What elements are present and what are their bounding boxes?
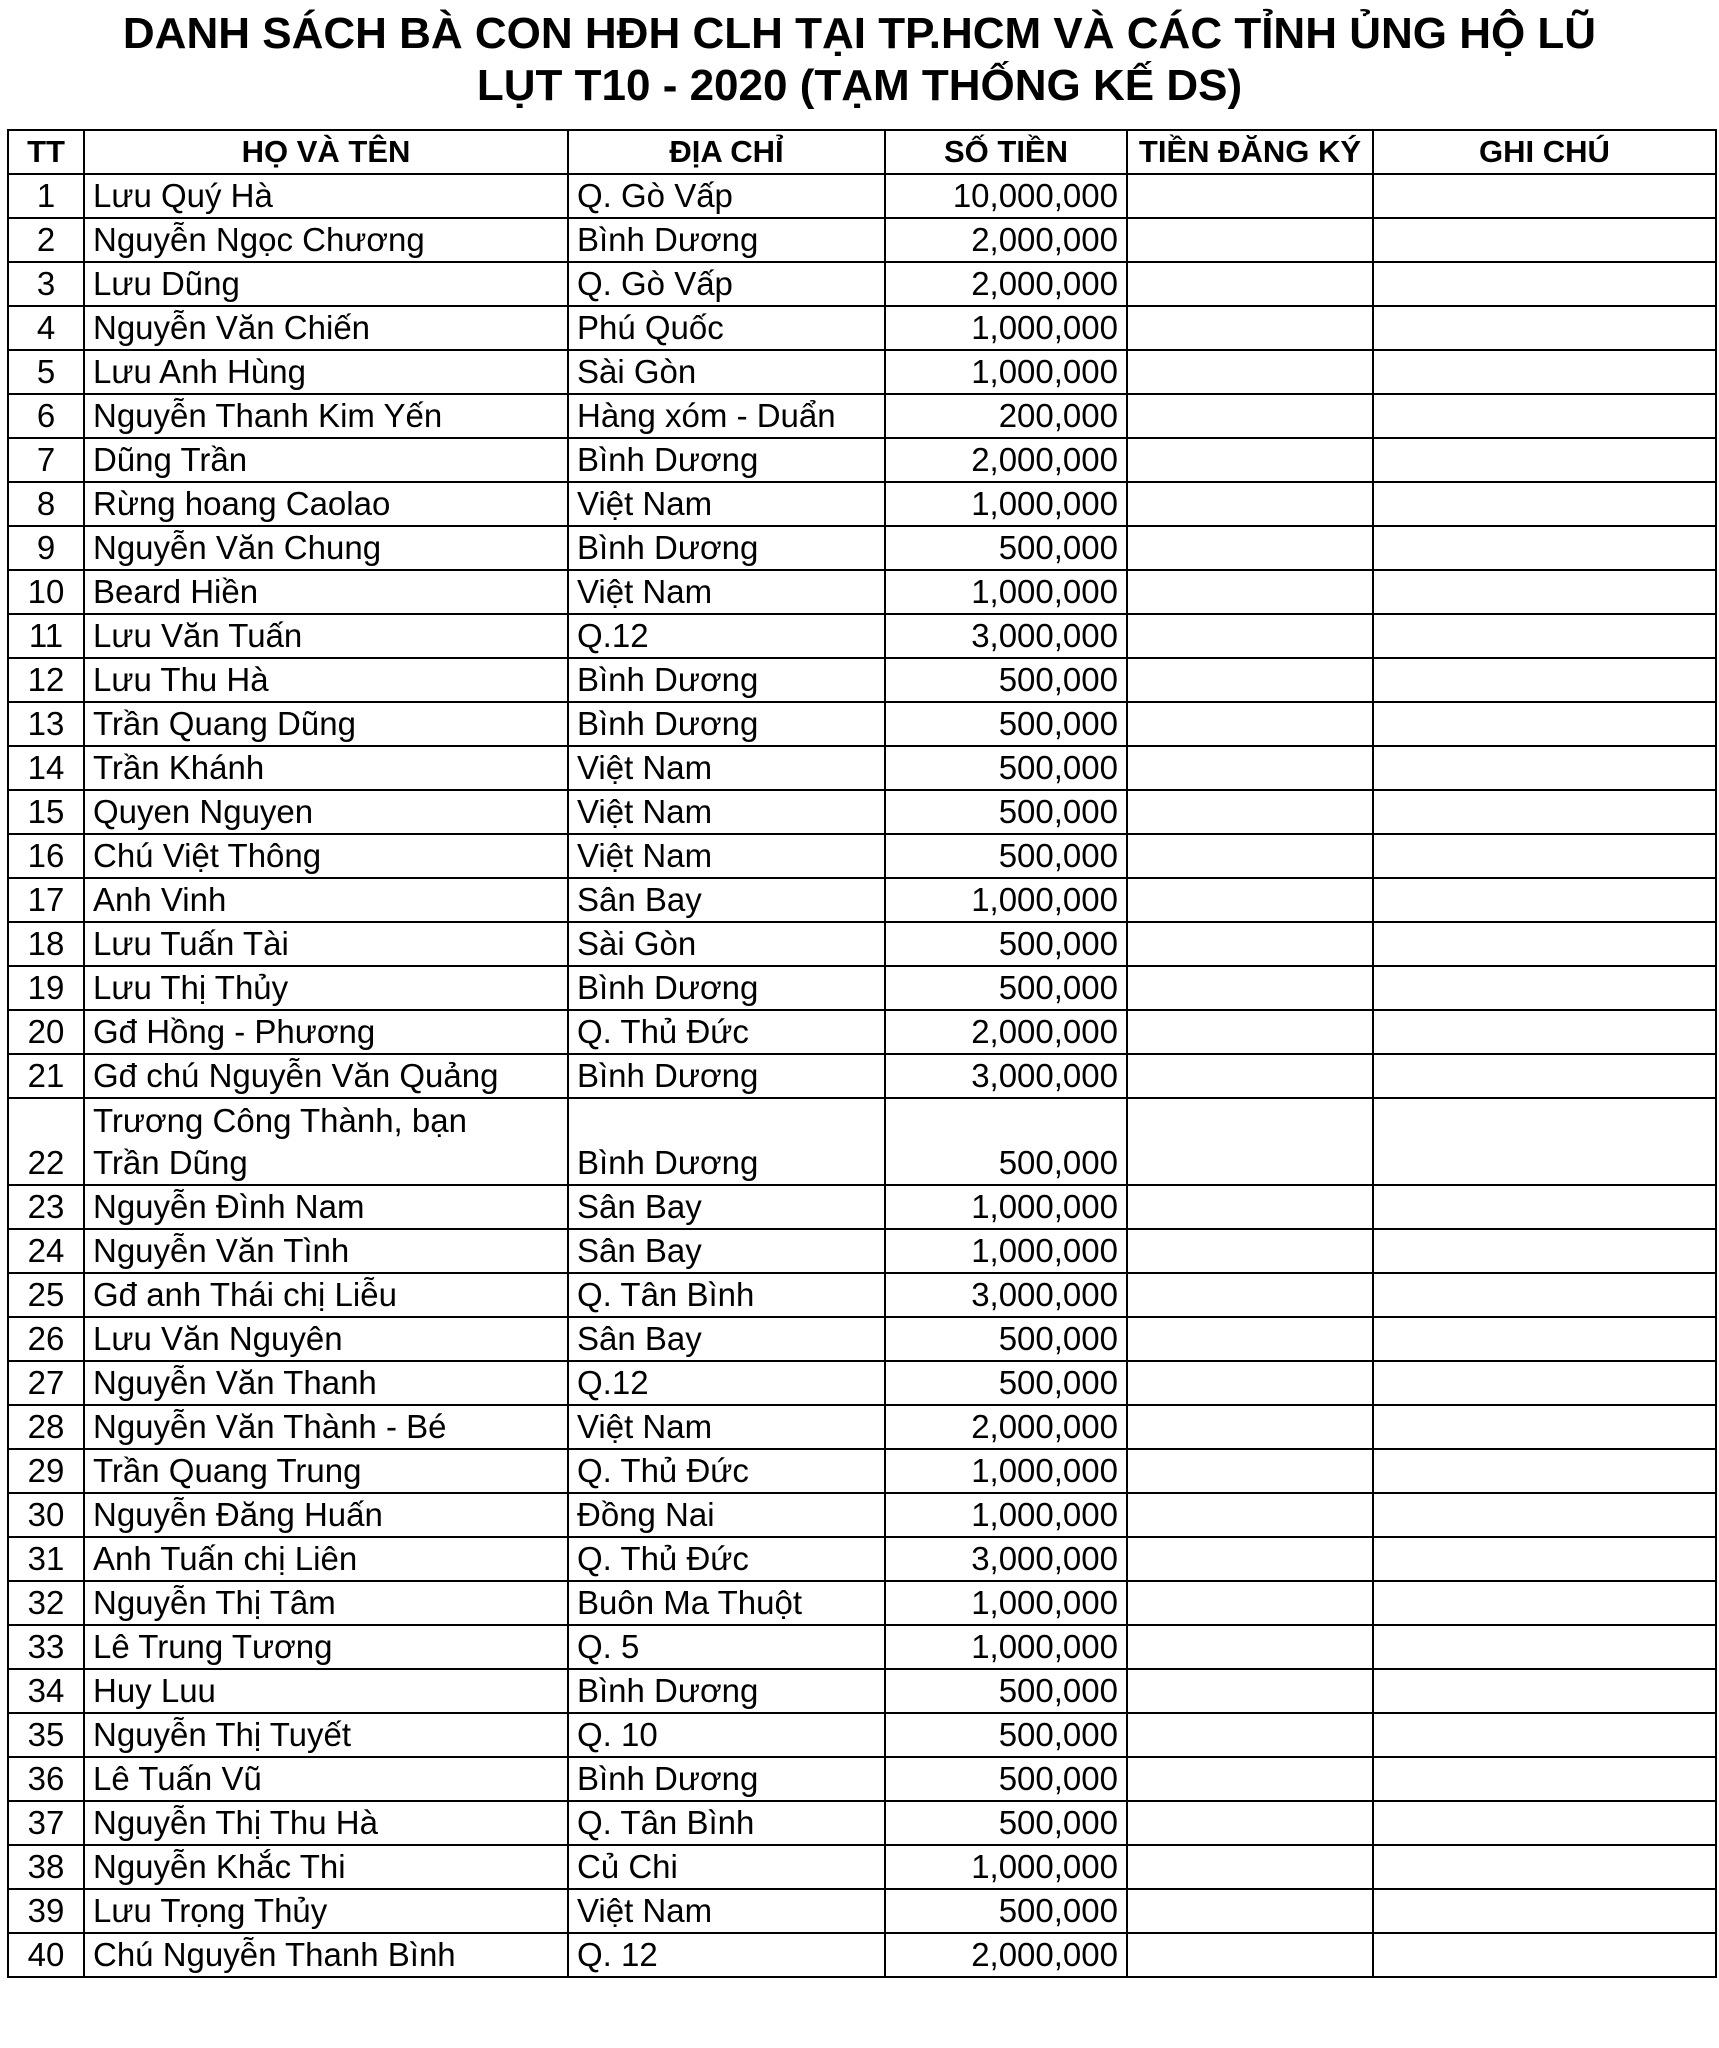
- table-row: [8, 746, 1716, 790]
- cell-registered: [1127, 1493, 1373, 1537]
- cell-tt: 39: [8, 1889, 84, 1933]
- cell-registered: [1127, 174, 1373, 218]
- cell-note: [1373, 394, 1716, 438]
- header-amount: SỐ TIỀN: [885, 130, 1127, 174]
- cell-note: [1373, 1361, 1716, 1405]
- table-row: [8, 570, 1716, 614]
- cell-registered: [1127, 1801, 1373, 1845]
- cell-note: [1373, 966, 1716, 1010]
- cell-registered: [1127, 1361, 1373, 1405]
- table-row: [8, 218, 1716, 262]
- cell-note: [1373, 922, 1716, 966]
- cell-address: Sân Bay: [568, 1229, 885, 1273]
- cell-address: Q. Tân Bình: [568, 1801, 885, 1845]
- cell-amount: 3,000,000: [885, 614, 1127, 658]
- cell-name: Gđ Hồng - Phương: [84, 1010, 568, 1054]
- table-row: [8, 1229, 1716, 1273]
- cell-name: Lưu Trọng Thủy: [84, 1889, 568, 1933]
- cell-registered: [1127, 702, 1373, 746]
- table-row: [8, 174, 1716, 218]
- table-row: [8, 878, 1716, 922]
- table-row: [8, 1933, 1716, 1977]
- cell-name: Trần Quang Dũng: [84, 702, 568, 746]
- cell-note: [1373, 1933, 1716, 1977]
- cell-registered: [1127, 262, 1373, 306]
- cell-amount: 1,000,000: [885, 1625, 1127, 1669]
- cell-address: Bình Dương: [568, 1054, 885, 1098]
- cell-tt: 29: [8, 1449, 84, 1493]
- header-registered: TIỀN ĐĂNG KÝ: [1127, 130, 1373, 174]
- cell-amount: 1,000,000: [885, 1845, 1127, 1889]
- cell-address: Q. Thủ Đức: [568, 1537, 885, 1581]
- cell-address: Q. Gò Vấp: [568, 262, 885, 306]
- cell-amount: 500,000: [885, 1801, 1127, 1845]
- cell-amount: 2,000,000: [885, 1405, 1127, 1449]
- cell-note: [1373, 1889, 1716, 1933]
- cell-registered: [1127, 1273, 1373, 1317]
- cell-amount: 500,000: [885, 658, 1127, 702]
- cell-tt: 40: [8, 1933, 84, 1977]
- cell-address: Q. Thủ Đức: [568, 1010, 885, 1054]
- cell-registered: [1127, 1757, 1373, 1801]
- cell-tt: 17: [8, 878, 84, 922]
- cell-name: Nguyễn Văn Chiến: [84, 306, 568, 350]
- cell-name: Lưu Thị Thủy: [84, 966, 568, 1010]
- cell-tt: 14: [8, 746, 84, 790]
- cell-tt: 25: [8, 1273, 84, 1317]
- cell-address: Q.12: [568, 1361, 885, 1405]
- cell-note: [1373, 878, 1716, 922]
- cell-registered: [1127, 1054, 1373, 1098]
- cell-registered: [1127, 526, 1373, 570]
- table-row: [8, 658, 1716, 702]
- cell-name: Nguyễn Ngọc Chương: [84, 218, 568, 262]
- cell-note: [1373, 1845, 1716, 1889]
- cell-name: Nguyễn Thị Tâm: [84, 1581, 568, 1625]
- cell-registered: [1127, 394, 1373, 438]
- cell-registered: [1127, 1713, 1373, 1757]
- cell-address: Sân Bay: [568, 878, 885, 922]
- cell-name: Lưu Dũng: [84, 262, 568, 306]
- cell-tt: 38: [8, 1845, 84, 1889]
- cell-amount: 500,000: [885, 790, 1127, 834]
- cell-registered: [1127, 350, 1373, 394]
- table-row: [8, 1098, 1716, 1185]
- cell-note: [1373, 834, 1716, 878]
- cell-name: Chú Việt Thông: [84, 834, 568, 878]
- cell-amount: 1,000,000: [885, 482, 1127, 526]
- table-row: [8, 1537, 1716, 1581]
- table-row: [8, 1581, 1716, 1625]
- table-row: [8, 1757, 1716, 1801]
- cell-tt: 30: [8, 1493, 84, 1537]
- cell-note: [1373, 174, 1716, 218]
- cell-note: [1373, 1317, 1716, 1361]
- cell-address: Đồng Nai: [568, 1493, 885, 1537]
- table-row: [8, 1493, 1716, 1537]
- cell-name-line-1: Trương Công Thành, bạn: [93, 1102, 467, 1139]
- cell-name: Beard Hiền: [84, 570, 568, 614]
- cell-note: [1373, 1713, 1716, 1757]
- cell-note: [1373, 570, 1716, 614]
- cell-amount: 1,000,000: [885, 1581, 1127, 1625]
- cell-tt: 9: [8, 526, 84, 570]
- table-row: [8, 1449, 1716, 1493]
- cell-tt: 24: [8, 1229, 84, 1273]
- cell-name: Nguyễn Thanh Kim Yến: [84, 394, 568, 438]
- cell-registered: [1127, 966, 1373, 1010]
- cell-note: [1373, 1493, 1716, 1537]
- cell-registered: [1127, 1229, 1373, 1273]
- cell-address: Q. 10: [568, 1713, 885, 1757]
- cell-amount: 1,000,000: [885, 1449, 1127, 1493]
- cell-amount: 3,000,000: [885, 1273, 1127, 1317]
- cell-amount: 2,000,000: [885, 1010, 1127, 1054]
- cell-tt: 3: [8, 262, 84, 306]
- cell-registered: [1127, 1889, 1373, 1933]
- cell-address: Bình Dương: [568, 702, 885, 746]
- cell-registered: [1127, 1098, 1373, 1185]
- header-note: GHI CHÚ: [1373, 130, 1716, 174]
- cell-name: Nguyễn Thị Tuyết: [84, 1713, 568, 1757]
- cell-tt: 37: [8, 1801, 84, 1845]
- cell-tt: 22: [8, 1098, 84, 1185]
- cell-note: [1373, 438, 1716, 482]
- title-line-2: LỤT T10 - 2020 (TẠM THỐNG KẾ DS): [476, 61, 1243, 110]
- cell-amount: 500,000: [885, 1098, 1127, 1185]
- table-row: [8, 1185, 1716, 1229]
- cell-registered: [1127, 1010, 1373, 1054]
- cell-name: Lê Trung Tương: [84, 1625, 568, 1669]
- cell-address: Q. 12: [568, 1933, 885, 1977]
- cell-registered: [1127, 306, 1373, 350]
- cell-amount: 2,000,000: [885, 262, 1127, 306]
- cell-note: [1373, 218, 1716, 262]
- cell-amount: 1,000,000: [885, 306, 1127, 350]
- cell-address: Việt Nam: [568, 790, 885, 834]
- cell-name: Gđ anh Thái chị Liễu: [84, 1273, 568, 1317]
- cell-registered: [1127, 1537, 1373, 1581]
- table-row: [8, 394, 1716, 438]
- cell-amount: 500,000: [885, 746, 1127, 790]
- table-row: [8, 1361, 1716, 1405]
- cell-registered: [1127, 1845, 1373, 1889]
- table-row: [8, 1713, 1716, 1757]
- cell-amount: 1,000,000: [885, 878, 1127, 922]
- cell-tt: 16: [8, 834, 84, 878]
- cell-address: Hàng xóm - Duẩn: [568, 394, 885, 438]
- cell-tt: 28: [8, 1405, 84, 1449]
- cell-note: [1373, 1405, 1716, 1449]
- cell-amount: 1,000,000: [885, 1229, 1127, 1273]
- cell-tt: 4: [8, 306, 84, 350]
- table-row: [8, 614, 1716, 658]
- cell-tt: 33: [8, 1625, 84, 1669]
- cell-address: Buôn Ma Thuột: [568, 1581, 885, 1625]
- table-row: [8, 922, 1716, 966]
- cell-tt: 23: [8, 1185, 84, 1229]
- cell-amount: 3,000,000: [885, 1054, 1127, 1098]
- cell-registered: [1127, 1317, 1373, 1361]
- cell-name: Rừng hoang Caolao: [84, 482, 568, 526]
- cell-address: Sân Bay: [568, 1317, 885, 1361]
- cell-name: Lưu Văn Tuấn: [84, 614, 568, 658]
- cell-address: Phú Quốc: [568, 306, 885, 350]
- cell-note: [1373, 1537, 1716, 1581]
- cell-address: Bình Dương: [568, 438, 885, 482]
- cell-name: Nguyễn Văn Thành - Bé: [84, 1405, 568, 1449]
- cell-address: Q. Gò Vấp: [568, 174, 885, 218]
- cell-registered: [1127, 746, 1373, 790]
- cell-amount: 1,000,000: [885, 570, 1127, 614]
- cell-tt: 13: [8, 702, 84, 746]
- cell-address: Củ Chi: [568, 1845, 885, 1889]
- cell-note: [1373, 702, 1716, 746]
- cell-registered: [1127, 614, 1373, 658]
- cell-amount: 500,000: [885, 1361, 1127, 1405]
- cell-name: Trần Khánh: [84, 746, 568, 790]
- cell-address: Việt Nam: [568, 482, 885, 526]
- cell-address: Q. Tân Bình: [568, 1273, 885, 1317]
- cell-address: Bình Dương: [568, 658, 885, 702]
- cell-name: Lưu Quý Hà: [84, 174, 568, 218]
- cell-amount: 500,000: [885, 922, 1127, 966]
- header-name: HỌ VÀ TÊN: [84, 130, 568, 174]
- table-row: [8, 482, 1716, 526]
- cell-name: [84, 1098, 568, 1185]
- cell-registered: [1127, 1185, 1373, 1229]
- cell-name: Nguyễn Đình Nam: [84, 1185, 568, 1229]
- cell-tt: 7: [8, 438, 84, 482]
- cell-note: [1373, 1185, 1716, 1229]
- table-row: [8, 1845, 1716, 1889]
- cell-name: Anh Vinh: [84, 878, 568, 922]
- cell-tt: 8: [8, 482, 84, 526]
- cell-amount: 500,000: [885, 1713, 1127, 1757]
- table-row: [8, 1273, 1716, 1317]
- cell-registered: [1127, 218, 1373, 262]
- table-row: [8, 1625, 1716, 1669]
- table-row: [8, 262, 1716, 306]
- table-row: [8, 350, 1716, 394]
- cell-name: Lê Tuấn Vũ: [84, 1757, 568, 1801]
- cell-address: Bình Dương: [568, 1098, 885, 1185]
- cell-address: Sài Gòn: [568, 922, 885, 966]
- cell-name: Nguyễn Đăng Huấn: [84, 1493, 568, 1537]
- cell-note: [1373, 658, 1716, 702]
- cell-registered: [1127, 482, 1373, 526]
- cell-tt: 31: [8, 1537, 84, 1581]
- cell-amount: 500,000: [885, 702, 1127, 746]
- cell-tt: 15: [8, 790, 84, 834]
- cell-note: [1373, 746, 1716, 790]
- cell-tt: 18: [8, 922, 84, 966]
- cell-note: [1373, 790, 1716, 834]
- cell-note: [1373, 1010, 1716, 1054]
- cell-address: Sân Bay: [568, 1185, 885, 1229]
- cell-amount: 1,000,000: [885, 1493, 1127, 1537]
- cell-address: Việt Nam: [568, 570, 885, 614]
- cell-address: Việt Nam: [568, 1889, 885, 1933]
- cell-name: Nguyễn Văn Chung: [84, 526, 568, 570]
- cell-registered: [1127, 922, 1373, 966]
- title-line-1: DANH SÁCH BÀ CON HĐH CLH TẠI TP.HCM VÀ CÁC TỈNH ỦNG HỘ LŨ: [122, 9, 1597, 58]
- table-row: [8, 790, 1716, 834]
- cell-tt: 10: [8, 570, 84, 614]
- cell-name: Chú Nguyễn Thanh Bình: [84, 1933, 568, 1977]
- cell-name: Lưu Tuấn Tài: [84, 922, 568, 966]
- cell-amount: 500,000: [885, 834, 1127, 878]
- cell-note: [1373, 262, 1716, 306]
- cell-address: Bình Dương: [568, 1669, 885, 1713]
- cell-name: Nguyễn Thị Thu Hà: [84, 1801, 568, 1845]
- cell-registered: [1127, 438, 1373, 482]
- cell-address: Bình Dương: [568, 966, 885, 1010]
- cell-address: Q. 5: [568, 1625, 885, 1669]
- cell-tt: 26: [8, 1317, 84, 1361]
- cell-amount: 500,000: [885, 1317, 1127, 1361]
- cell-amount: 2,000,000: [885, 438, 1127, 482]
- cell-amount: 1,000,000: [885, 350, 1127, 394]
- cell-note: [1373, 1054, 1716, 1098]
- cell-registered: [1127, 878, 1373, 922]
- cell-amount: 500,000: [885, 1889, 1127, 1933]
- cell-tt: 6: [8, 394, 84, 438]
- cell-amount: 1,000,000: [885, 1185, 1127, 1229]
- cell-name-line-2: Trần Dũng: [93, 1144, 248, 1181]
- cell-tt: 12: [8, 658, 84, 702]
- cell-amount: 10,000,000: [885, 174, 1127, 218]
- cell-registered: [1127, 1449, 1373, 1493]
- cell-name: Gđ chú Nguyễn Văn Quảng: [84, 1054, 568, 1098]
- cell-registered: [1127, 834, 1373, 878]
- cell-amount: 500,000: [885, 966, 1127, 1010]
- cell-tt: 21: [8, 1054, 84, 1098]
- cell-amount: 3,000,000: [885, 1537, 1127, 1581]
- table-row: [8, 1801, 1716, 1845]
- cell-name: Lưu Thu Hà: [84, 658, 568, 702]
- cell-tt: 2: [8, 218, 84, 262]
- cell-note: [1373, 1801, 1716, 1845]
- document-title: [0, 8, 1719, 112]
- cell-tt: 1: [8, 174, 84, 218]
- cell-amount: 500,000: [885, 1757, 1127, 1801]
- table-row: [8, 966, 1716, 1010]
- cell-note: [1373, 1229, 1716, 1273]
- cell-note: [1373, 482, 1716, 526]
- table-row: [8, 834, 1716, 878]
- table-row: [8, 1669, 1716, 1713]
- table-row: [8, 1010, 1716, 1054]
- cell-registered: [1127, 1405, 1373, 1449]
- cell-name: Lưu Anh Hùng: [84, 350, 568, 394]
- cell-address: Bình Dương: [568, 526, 885, 570]
- cell-address: Bình Dương: [568, 218, 885, 262]
- cell-name: Nguyễn Khắc Thi: [84, 1845, 568, 1889]
- cell-registered: [1127, 570, 1373, 614]
- cell-name: Lưu Văn Nguyên: [84, 1317, 568, 1361]
- cell-registered: [1127, 1625, 1373, 1669]
- cell-name: Nguyễn Văn Thanh: [84, 1361, 568, 1405]
- cell-note: [1373, 1669, 1716, 1713]
- cell-tt: 5: [8, 350, 84, 394]
- cell-amount: 200,000: [885, 394, 1127, 438]
- cell-amount: 2,000,000: [885, 1933, 1127, 1977]
- table-row: [8, 1054, 1716, 1098]
- table-row: [8, 306, 1716, 350]
- cell-amount: 500,000: [885, 1669, 1127, 1713]
- cell-address: Bình Dương: [568, 1757, 885, 1801]
- cell-note: [1373, 1449, 1716, 1493]
- table-row: [8, 702, 1716, 746]
- cell-address: Sài Gòn: [568, 350, 885, 394]
- cell-note: [1373, 526, 1716, 570]
- cell-name: Trần Quang Trung: [84, 1449, 568, 1493]
- cell-note: [1373, 350, 1716, 394]
- cell-address: Q.12: [568, 614, 885, 658]
- cell-amount: 500,000: [885, 526, 1127, 570]
- table-row: [8, 1889, 1716, 1933]
- cell-note: [1373, 1273, 1716, 1317]
- cell-name: Nguyễn Văn Tình: [84, 1229, 568, 1273]
- cell-note: [1373, 1581, 1716, 1625]
- cell-note: [1373, 1625, 1716, 1669]
- cell-name: Quyen Nguyen: [84, 790, 568, 834]
- table-row: [8, 1405, 1716, 1449]
- cell-name: Anh Tuấn chị Liên: [84, 1537, 568, 1581]
- cell-tt: 32: [8, 1581, 84, 1625]
- cell-tt: 11: [8, 614, 84, 658]
- donor-table: [7, 129, 1717, 1978]
- cell-note: [1373, 306, 1716, 350]
- cell-address: Việt Nam: [568, 746, 885, 790]
- table-row: [8, 526, 1716, 570]
- header-address: ĐỊA CHỈ: [568, 130, 885, 174]
- cell-registered: [1127, 658, 1373, 702]
- cell-registered: [1127, 1581, 1373, 1625]
- cell-registered: [1127, 1933, 1373, 1977]
- cell-name: Dũng Trần: [84, 438, 568, 482]
- cell-tt: 20: [8, 1010, 84, 1054]
- cell-note: [1373, 614, 1716, 658]
- cell-name: Huy Luu: [84, 1669, 568, 1713]
- table-row: [8, 1317, 1716, 1361]
- cell-tt: 34: [8, 1669, 84, 1713]
- cell-tt: 36: [8, 1757, 84, 1801]
- cell-address: Việt Nam: [568, 1405, 885, 1449]
- cell-tt: 19: [8, 966, 84, 1010]
- cell-amount: 2,000,000: [885, 218, 1127, 262]
- cell-registered: [1127, 790, 1373, 834]
- table-header-row: [8, 130, 1716, 174]
- cell-tt: 27: [8, 1361, 84, 1405]
- cell-note: [1373, 1098, 1716, 1185]
- table-row: [8, 438, 1716, 482]
- cell-note: [1373, 1757, 1716, 1801]
- cell-address: Việt Nam: [568, 834, 885, 878]
- header-tt: TT: [8, 130, 84, 174]
- cell-address: Q. Thủ Đức: [568, 1449, 885, 1493]
- cell-registered: [1127, 1669, 1373, 1713]
- cell-tt: 35: [8, 1713, 84, 1757]
